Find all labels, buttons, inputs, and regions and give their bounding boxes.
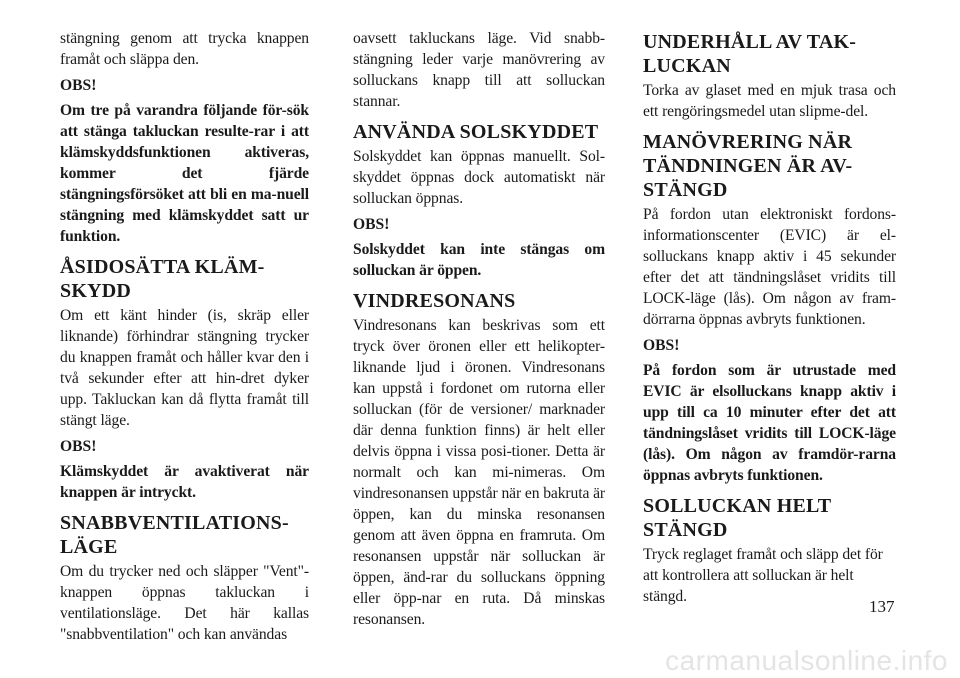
paragraph: stängning genom att trycka knappen framåt och släppa den. — [60, 30, 309, 68]
note-label: OBS! — [643, 337, 680, 354]
section-heading: SOLLUCKAN HELT STÄNGD — [643, 495, 831, 541]
page-number: 137 — [869, 597, 895, 616]
section-heading: MANÖVRERING NÄR TÄNDNINGEN ÄR AV-STÄNGD — [643, 131, 853, 201]
text-column-right — [643, 28, 896, 607]
paragraph: oavsett takluckans läge. Vid snabb-stängning leder varje manövrering av solluckans knapp till att solluckan stannar. — [353, 30, 605, 110]
note-text: Klämskyddet är avaktiverat när knappen är intryckt. — [60, 463, 309, 501]
note-label: OBS! — [353, 216, 390, 233]
note-text: På fordon som är utrustade med EVIC är elsolluckans knapp aktiv i upp till ca 10 minuter efter det att tändningslåset vridits till LOCK-läge (lås). Om någon av framdör-rarna öppnas avbryts funktionen. — [643, 362, 896, 484]
note-text: Solskyddet kan inte stängas om solluckan är öppen. — [353, 241, 605, 279]
section-heading: VINDRESONANS — [353, 290, 516, 312]
paragraph: Om ett känt hinder (is, skräp eller liknande) förhindrar stängning trycker du knappen framåt och håller kvar den i två sekunder efter att hin-dret dyker upp. Takluckan kan då flytta framåt till stängt läge. — [60, 307, 309, 429]
paragraph: Tryck reglaget framåt och släpp det för att kontrollera att solluckan är helt stängd. — [643, 546, 883, 605]
note-label: OBS! — [60, 77, 97, 94]
text-column-middle — [353, 28, 605, 630]
note-label: OBS! — [60, 438, 97, 455]
paragraph: Vindresonans kan beskrivas som ett tryck över öronen eller ett helikopter-liknande ljud i öronen. Vindresonans kan uppstå i fordonet om rutorna eller solluckan (för de versioner/ marknader där denna funktion finns) är helt eller delvis öppna i vissa posi-tioner. Detta är normalt och kan mi-nimeras. Om vindresonansen uppstår när en bakruta är öppen, kan du minska resonansen genom att även öppna en framruta. Om resonansen uppstår när solluckan är öppen, änd-rar du solluckans öppning eller öpp-nar en ruta. Då minskas resonansen. — [353, 317, 605, 628]
paragraph: Om du trycker ned och släpper "Vent"-knappen öppnas takluckan i ventilationsläge. Det här kallas "snabbventilation" och kan användas — [60, 563, 309, 643]
section-heading: ANVÄNDA SOLSKYDDET — [353, 121, 599, 143]
watermark: carmanualsonline.info — [665, 645, 948, 676]
section-heading: SNABBVENTILATIONS-LÄGE — [60, 512, 289, 558]
paragraph: Torka av glaset med en mjuk trasa och ett rengöringsmedel utan slipme-del. — [643, 82, 896, 120]
paragraph: På fordon utan elektroniskt fordons-informationscenter (EVIC) är el-solluckans knapp aktiv i 45 sekunder efter det att tändningslåset vridits till LOCK-läge (lås). Om någon av fram-dörrarna öppnas avbryts funktionen. — [643, 206, 896, 328]
section-heading: ÅSIDOSÄTTA KLÄM-SKYDD — [60, 256, 265, 302]
text-column-left — [60, 28, 309, 645]
note-text: Om tre på varandra följande för-sök att stänga takluckan resulte-rar i att klämskyddsfunktionen aktiveras, kommer det fjärde stängningsförsöket att bli en ma-nuell stängning med klämskyddet satt ur funktion. — [60, 102, 309, 245]
paragraph: Solskyddet kan öppnas manuellt. Sol-skyddet öppnas dock automatiskt när solluckan öppnas. — [353, 148, 605, 207]
section-heading: UNDERHÅLL AV TAK-LUCKAN — [643, 31, 857, 77]
